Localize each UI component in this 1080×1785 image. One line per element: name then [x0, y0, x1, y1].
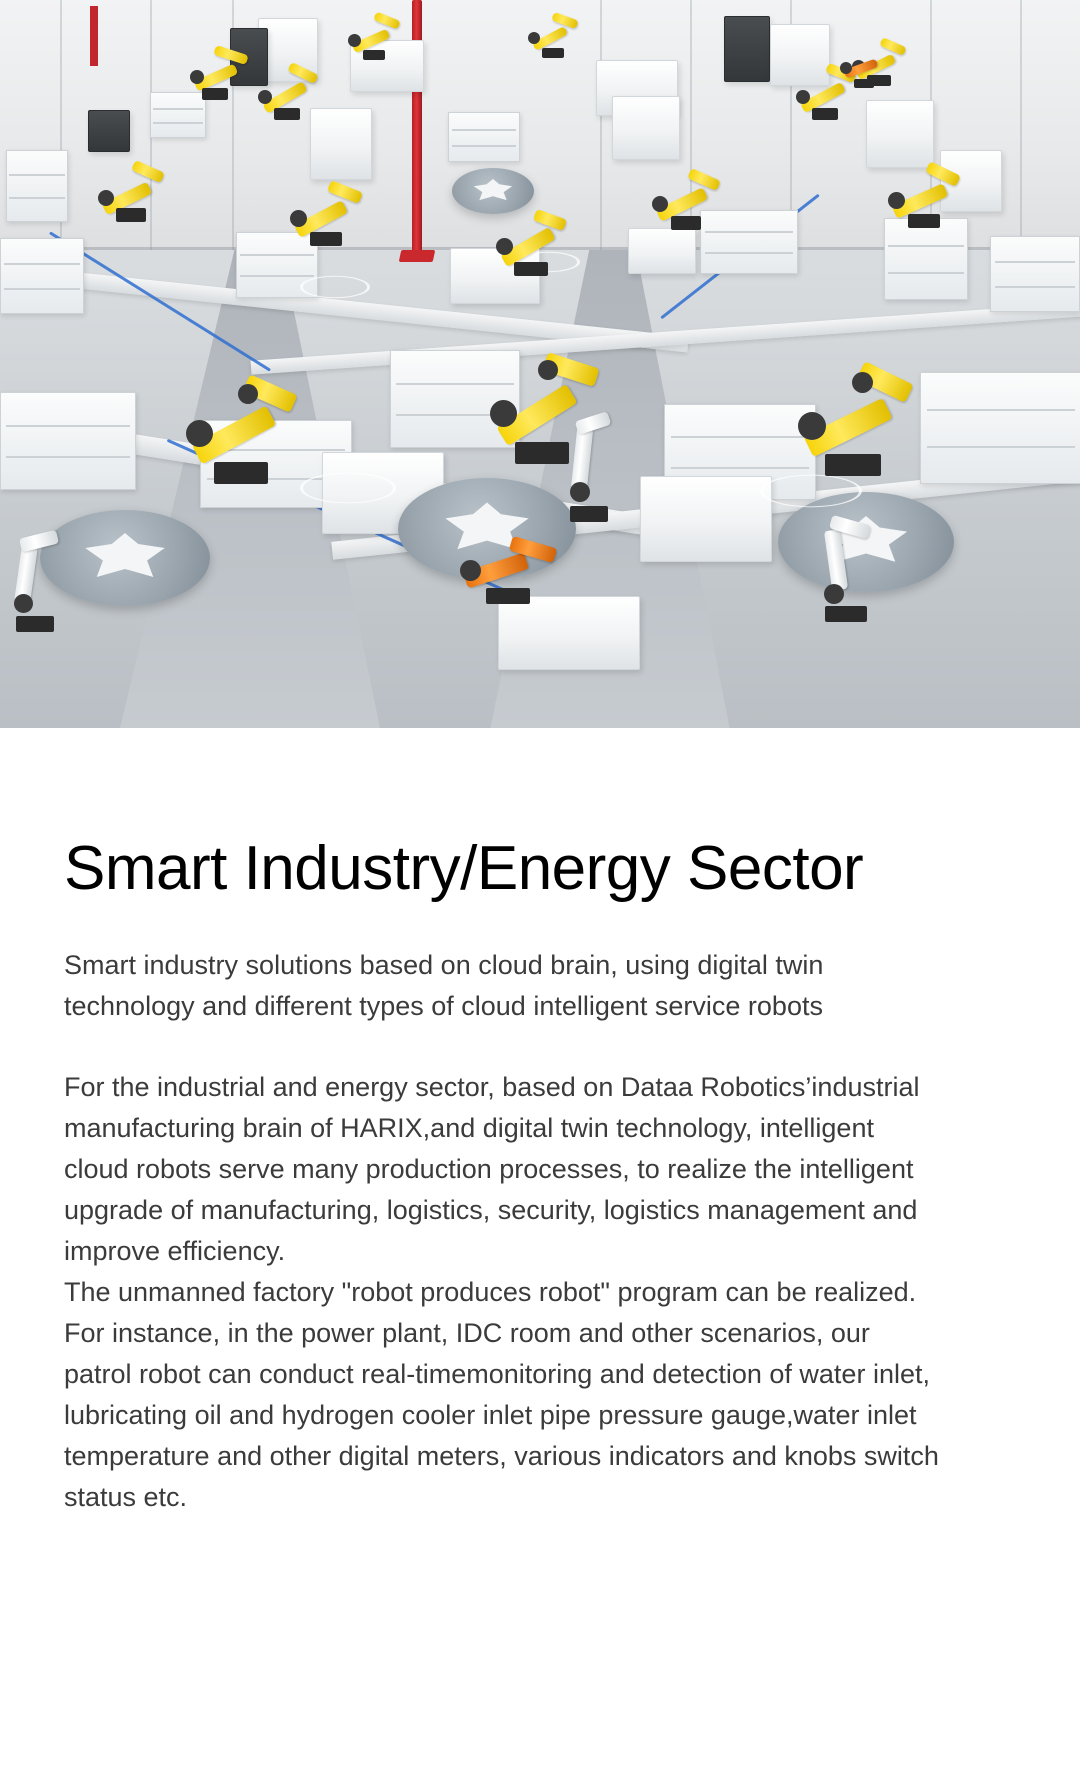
floor-marker-ring	[760, 475, 862, 508]
storage-rack	[884, 218, 968, 300]
floor-marker-ring	[300, 473, 396, 504]
collaborative-robot-arm	[806, 518, 886, 622]
workstation-box	[498, 596, 640, 670]
control-cabinet	[88, 110, 130, 152]
bottom-spacer	[64, 1519, 1016, 1739]
article-lede: Smart industry solutions based on cloud brain, using digital twin technology and different types of cloud intelligent service robots	[64, 950, 824, 1022]
storage-rack	[0, 238, 84, 314]
robot-arm	[880, 158, 968, 228]
workstation-box	[612, 96, 680, 160]
workstation-box	[640, 476, 772, 562]
article-paragraph-2: The unmanned factory "robot produces robot" program can be realized.	[64, 1277, 917, 1308]
robot-arm	[180, 44, 250, 100]
collaborative-robot-arm	[452, 528, 564, 604]
parts-tray-stack	[0, 392, 136, 490]
control-cabinet	[724, 16, 770, 82]
robot-arm	[344, 12, 404, 60]
collaborative-robot-arm	[556, 412, 622, 522]
robot-arm	[252, 62, 322, 120]
robot-arm	[524, 12, 582, 58]
red-ceiling-beam	[90, 6, 98, 66]
robot-arm	[488, 204, 574, 276]
hero-image	[0, 0, 1080, 728]
article-paragraph-1: For the industrial and energy sector, based on Dataa Robotics’industrial manufacturing brain of HARIX,and digital twin technology, intelligent cloud robots serve many production processes, to realize the intelligent upgrade of manufacturing, logistics, security, logistics management and improve efficiency.	[64, 1072, 920, 1267]
collaborative-robot-arm	[0, 532, 70, 632]
page-title: Smart Industry/Energy Sector	[64, 834, 864, 903]
storage-rack	[990, 236, 1080, 312]
robot-arm	[646, 164, 726, 230]
red-post-base	[399, 250, 436, 262]
article-paragraph-3: For instance, in the power plant, IDC room and other scenarios, our patrol robot can conduct real-timemonitoring and detection of water inlet, lubricating oil and hydrogen cooler inlet pipe pressure gauge,water inlet temperature and other digital meters, various indicators and knobs switch status etc.	[64, 1318, 939, 1513]
robot-arm	[284, 176, 368, 246]
article-content	[0, 728, 1080, 1739]
storage-rack	[6, 150, 68, 222]
robot-arm	[786, 356, 920, 476]
parts-tray-stack	[920, 372, 1080, 484]
collaborative-robot-arm	[836, 44, 892, 88]
workstation-box	[628, 228, 696, 274]
storage-rack	[448, 112, 520, 162]
robot-arm	[176, 368, 306, 484]
robot-arm	[92, 158, 170, 222]
floor-marker-ring	[300, 276, 370, 298]
